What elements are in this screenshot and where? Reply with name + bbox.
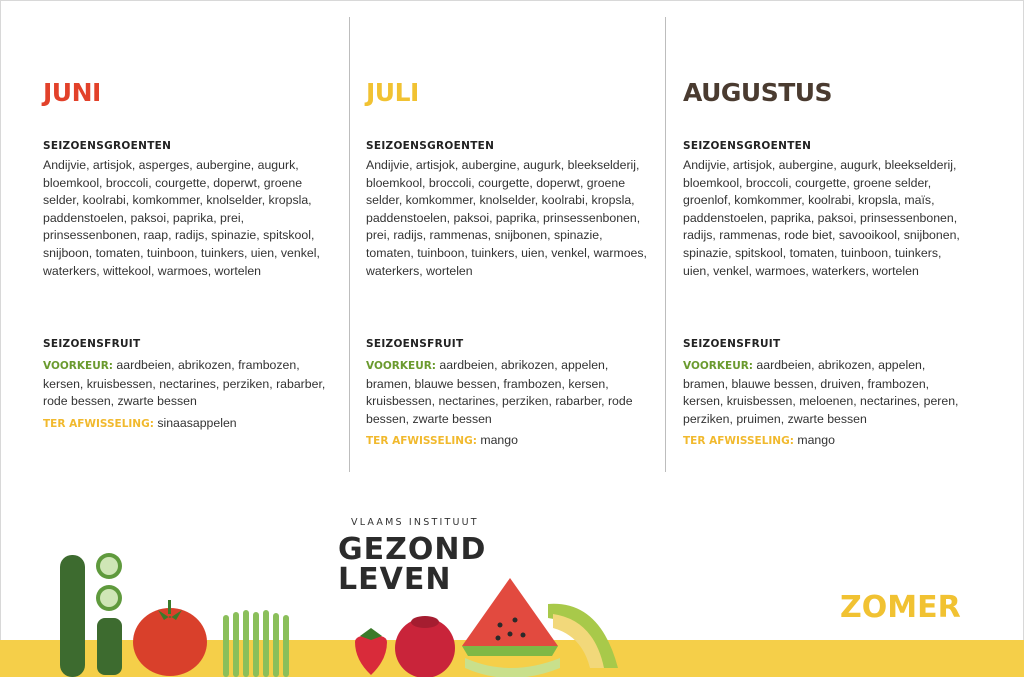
strawberry-icon: [355, 628, 387, 675]
preferred-list: aardbeien, abrikozen, frambozen, kersen, kruisbessen, nectarines, perziken, rabarber, rode bessen, zwarte bessen: [43, 358, 326, 409]
column-divider: [665, 17, 666, 472]
vegetables-list: Andijvie, artisjok, asperges, aubergine, augurk, bloemkool, broccoli, courgette, doperwt, groene selder, koolrabi, komkommer, knolselder, kropsla, paddenstoelen, paksoi, paprika, prei, prinsessenbonen, raap, radijs, spinazie, spitskool, snijboon, tomaten, tuinboon, tuinkers, uien, venkel, waterkers, wittekool, warmoes, wortelen: [43, 158, 320, 278]
vegetables-list: Andijvie, artisjok, aubergine, augurk, bleekselderij, bloemkool, broccoli, courgette, groene selder, groenlof, komkommer, koolrabi, kropsla, maïs, paddenstoelen, paprika, paksoi, prinsessenbonen, radijs, rammenas, rode biet, savooikool, snijbonen, spinazie, spitskool, tomaten, tuinboon, tuinkers, uien, venkel, warmoes, waterkers, wortelen: [683, 158, 960, 278]
vegetables-heading: SEIZOENSGROENTEN: [366, 140, 495, 152]
preferred-label: VOORKEUR:: [683, 360, 753, 372]
vegetables-heading: SEIZOENSGROENTEN: [683, 140, 812, 152]
month-title: AUGUSTUS: [683, 78, 833, 107]
alternate-label: TER AFWISSELING:: [43, 417, 154, 430]
alternate-label: TER AFWISSELING:: [366, 435, 477, 448]
fruit-section: [43, 357, 328, 433]
fruit-heading: SEIZOENSFRUIT: [683, 338, 781, 350]
alternate-list: mango: [797, 433, 835, 448]
logo-tagline: VLAAMS INSTITUUT: [351, 517, 479, 528]
alternate-list: sinaasappelen: [157, 415, 237, 430]
alternate-fruit: [43, 415, 328, 434]
preferred-fruit: [366, 357, 651, 428]
produce-illustration: [0, 540, 640, 677]
preferred-label: VOORKEUR:: [43, 360, 113, 372]
green-beans-icon: [223, 610, 289, 677]
preferred-list: aardbeien, abrikozen, appelen, bramen, blauwe bessen, druiven, frambozen, kersen, kruisbessen, meloenen, nectarines, peren, perziken, pruimen, zwarte bessen: [683, 358, 959, 426]
month-title: JULI: [366, 78, 419, 107]
month-title: JUNI: [43, 78, 101, 107]
fruit-section: [683, 357, 968, 451]
apple-icon: [395, 616, 455, 677]
alternate-fruit: [683, 432, 968, 451]
column-divider: [349, 17, 350, 472]
alternate-label: TER AFWISSELING:: [683, 435, 794, 448]
tomato-icon: [133, 600, 207, 676]
cucumber-slices-icon: [96, 553, 122, 675]
vegetables-list: Andijvie, artisjok, aubergine, augurk, bleekselderij, bloemkool, broccoli, courgette, doperwt, groene selder, komkommer, knolselder, koolrabi, kropsla, paddenstoelen, paksoi, paprika, prinsessenbonen, prei, radijs, rammenas, snijbonen, spinazie, tomaten, tuinboon, tuinkers, uien, venkel, warmoes, waterkers, wortelen: [366, 158, 647, 278]
preferred-label: VOORKEUR:: [366, 360, 436, 372]
logo-line-1: GEZOND: [338, 532, 487, 567]
vegetables-heading: SEIZOENSGROENTEN: [43, 140, 172, 152]
preferred-fruit: [683, 357, 968, 428]
preferred-fruit: [43, 357, 328, 411]
preferred-list: aardbeien, abrikozen, appelen, bramen, blauwe bessen, frambozen, kersen, kruisbessen, nectarines, perziken, rabarber, rode bessen, zwarte bessen: [366, 358, 633, 426]
fruit-section: [366, 357, 651, 451]
alternate-list: mango: [480, 433, 518, 448]
season-label: ZOMER: [840, 590, 961, 625]
fruit-heading: SEIZOENSFRUIT: [43, 338, 141, 350]
logo-line-2: LEVEN: [338, 562, 452, 597]
alternate-fruit: [366, 432, 651, 451]
fruit-heading: SEIZOENSFRUIT: [366, 338, 464, 350]
cucumber-icon: [60, 555, 85, 677]
